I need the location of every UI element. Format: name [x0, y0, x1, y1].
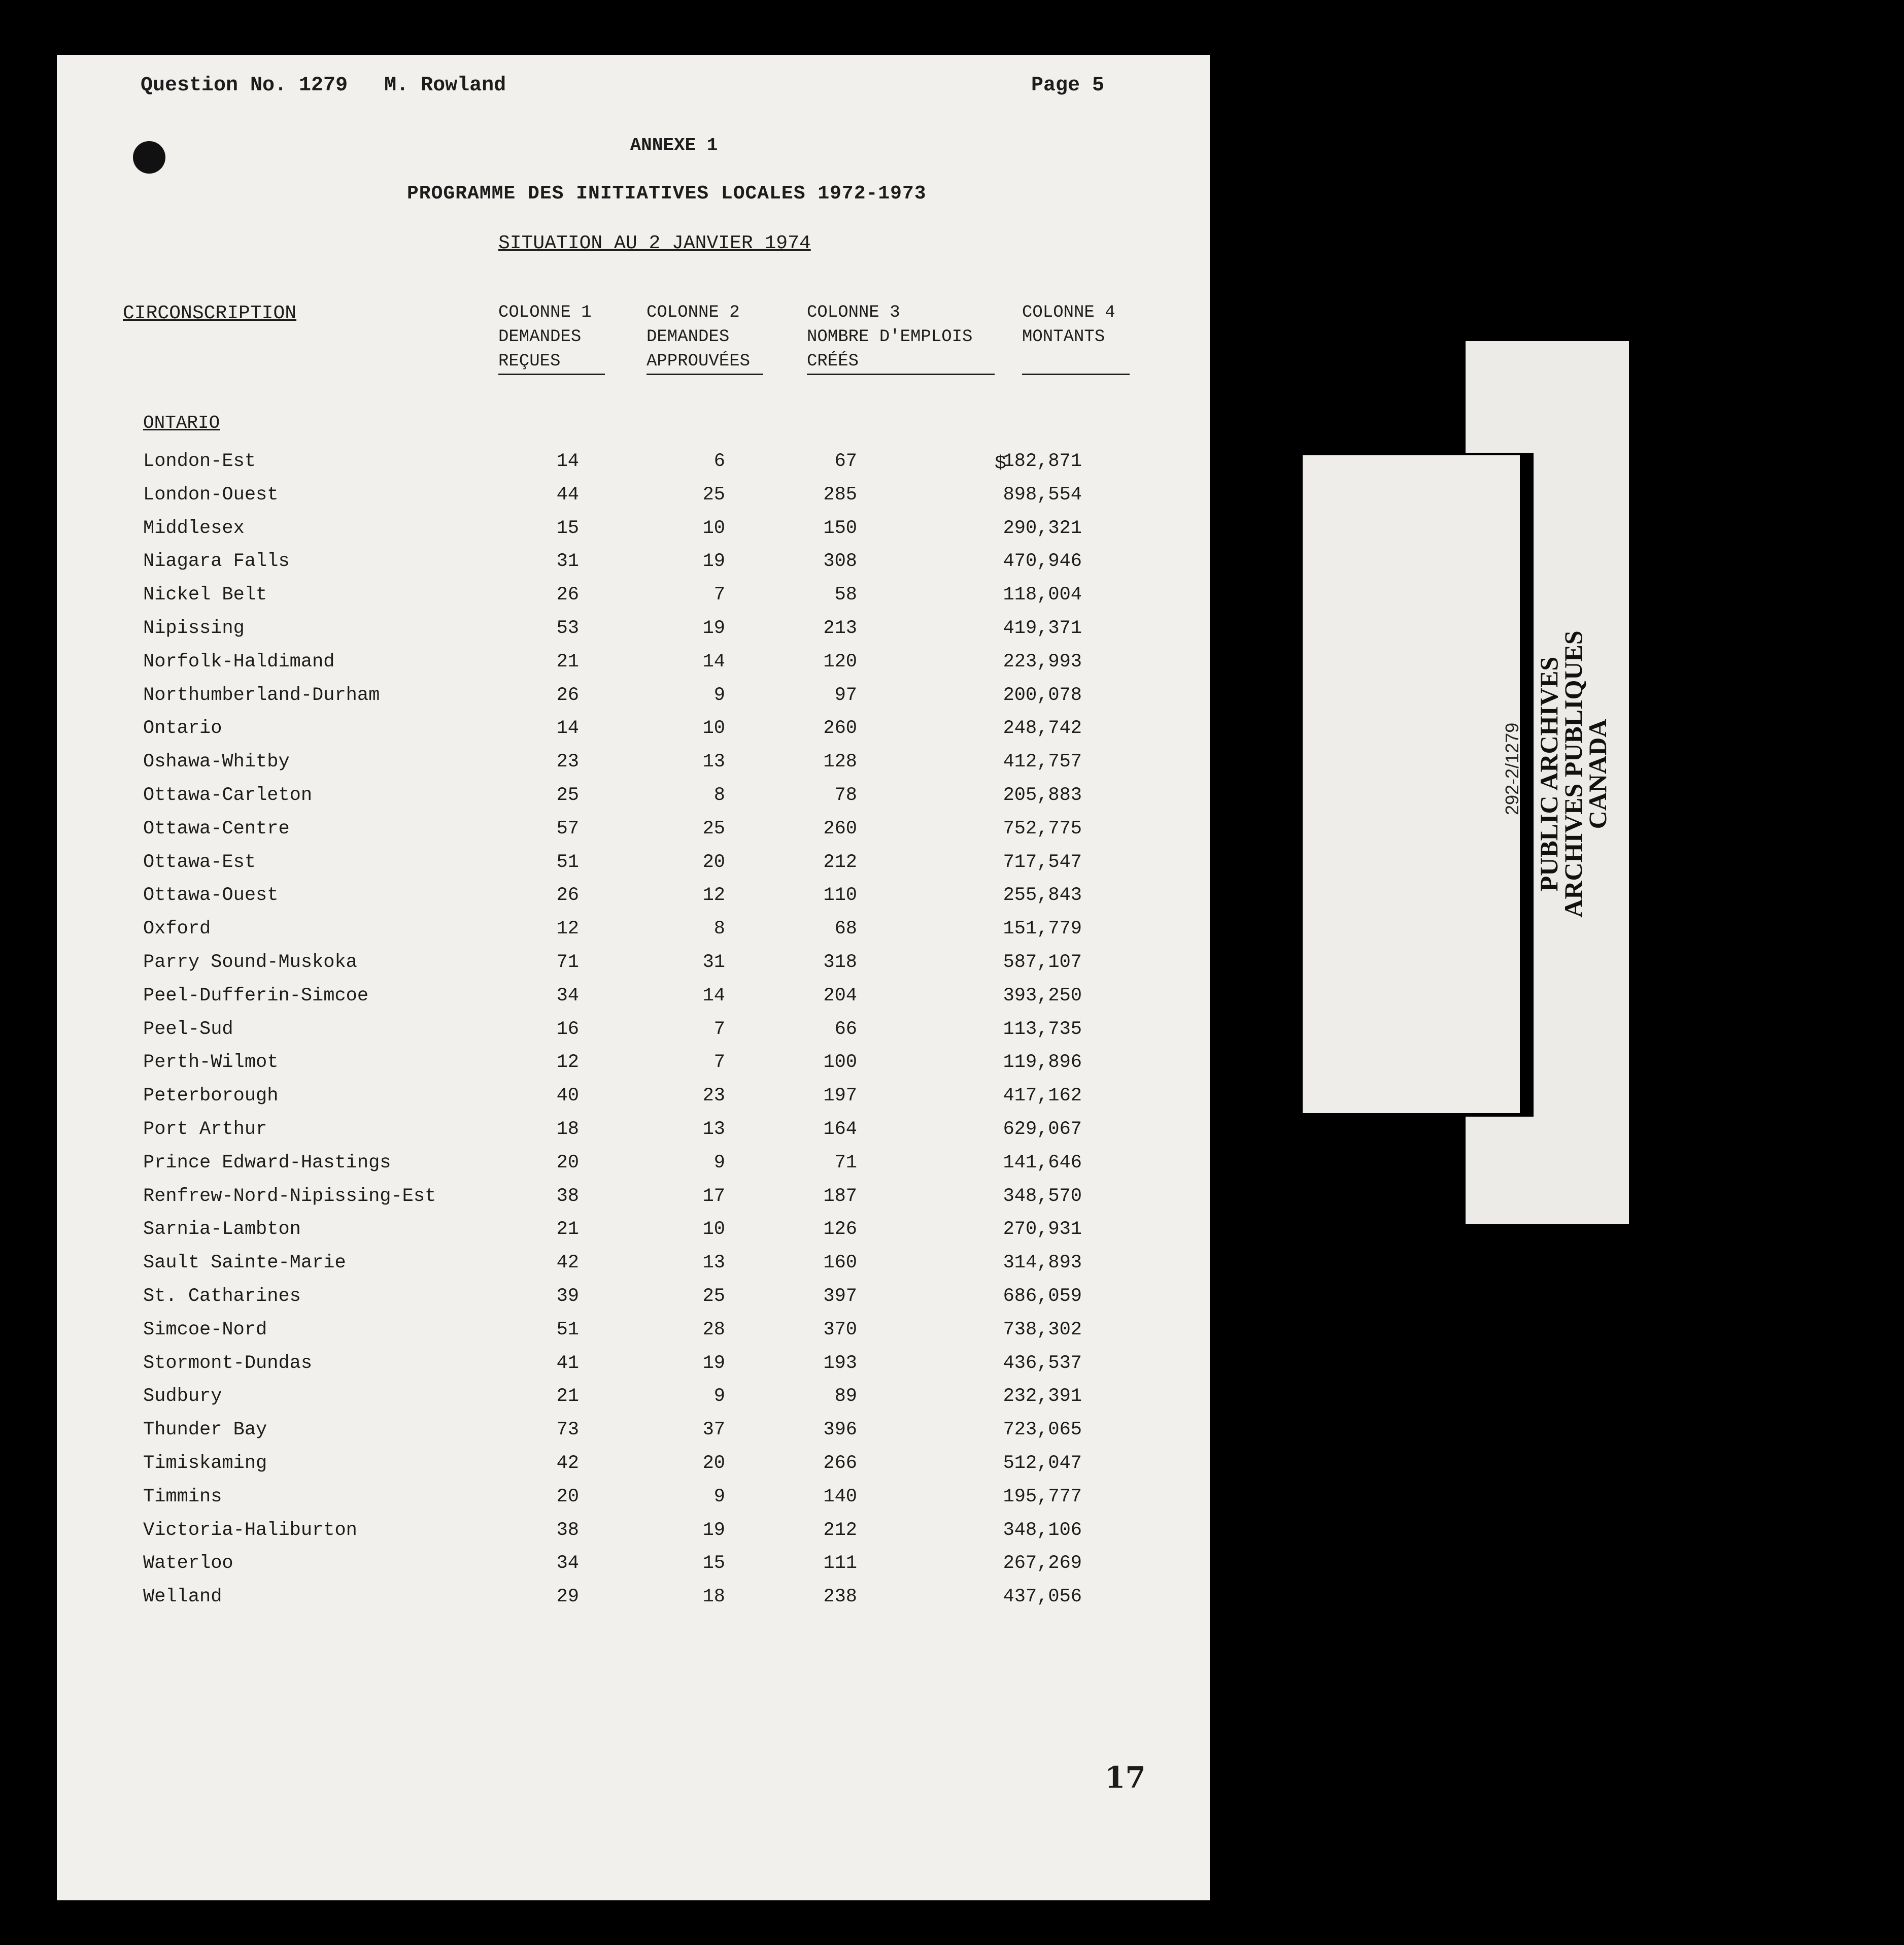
- column-header-4-line: MONTANTS: [1022, 327, 1105, 347]
- province-heading: ONTARIO: [143, 413, 220, 433]
- requests-approved: 25: [702, 1285, 725, 1307]
- amount: 686,059: [1003, 1285, 1082, 1307]
- amount: 270,931: [1003, 1219, 1082, 1240]
- jobs-created: 140: [823, 1486, 857, 1507]
- question-header: [141, 74, 506, 97]
- table-row: [57, 952, 1210, 985]
- table-row: [57, 685, 1210, 718]
- jobs-created: 193: [823, 1352, 857, 1374]
- riding-name: Oshawa-Whitby: [143, 751, 290, 773]
- jobs-created: 120: [823, 651, 857, 673]
- amount: 587,107: [1003, 951, 1082, 973]
- amount: 151,779: [1003, 918, 1082, 940]
- column-header-1: [498, 300, 605, 375]
- amount: 267,269: [1003, 1553, 1082, 1574]
- requests-approved: 19: [702, 551, 725, 573]
- table-row: [57, 1119, 1210, 1152]
- table-row: [57, 1186, 1210, 1219]
- riding-name: Ottawa-Est: [143, 851, 256, 873]
- jobs-created: 187: [823, 1185, 857, 1207]
- riding-name: Port Arthur: [143, 1118, 267, 1140]
- requests-received: 38: [556, 1185, 579, 1207]
- requests-received: 71: [556, 951, 579, 973]
- requests-approved: 25: [702, 484, 725, 506]
- column-header-3-line: CRÉÉS: [807, 349, 995, 375]
- jobs-created: 213: [823, 617, 857, 639]
- table-row: [57, 1386, 1210, 1419]
- table-row: [57, 818, 1210, 852]
- amount: 248,742: [1003, 718, 1082, 740]
- archive-card-front: [1300, 453, 1534, 1117]
- requests-received: 51: [556, 851, 579, 873]
- riding-name: Renfrew-Nord-Nipissing-Est: [143, 1185, 436, 1207]
- requests-received: 20: [556, 1486, 579, 1507]
- jobs-created: 58: [834, 584, 857, 606]
- requests-received: 14: [556, 451, 579, 472]
- table-row: [57, 518, 1210, 551]
- column-header-2-line: APPROUVÉES: [647, 349, 763, 375]
- requests-approved: 9: [713, 1152, 725, 1173]
- table-row: [57, 1286, 1210, 1319]
- requests-received: 25: [556, 784, 579, 806]
- requests-approved: 37: [702, 1419, 725, 1441]
- jobs-created: 197: [823, 1085, 857, 1107]
- riding-name: Simcoe-Nord: [143, 1319, 267, 1340]
- requests-approved: 12: [702, 885, 725, 907]
- jobs-created: 308: [823, 551, 857, 573]
- program-title: PROGRAMME DES INITIATIVES LOCALES 1972-1973: [407, 183, 927, 205]
- table-row: [57, 751, 1210, 785]
- column-header-3-line: NOMBRE D'EMPLOIS: [807, 327, 973, 347]
- jobs-created: 204: [823, 985, 857, 1007]
- document-page: [57, 55, 1210, 1900]
- amount: 255,843: [1003, 885, 1082, 907]
- amount: 723,065: [1003, 1419, 1082, 1441]
- riding-name: Prince Edward-Hastings: [143, 1152, 391, 1173]
- riding-name: Ottawa-Ouest: [143, 885, 279, 907]
- column-header-2-line: DEMANDES: [647, 327, 730, 347]
- requests-approved: 19: [702, 1519, 725, 1541]
- jobs-created: 318: [823, 951, 857, 973]
- table-row: [57, 1553, 1210, 1586]
- amount: 629,067: [1003, 1118, 1082, 1140]
- riding-name: Ottawa-Centre: [143, 818, 290, 840]
- table-row: [57, 1319, 1210, 1353]
- requests-approved: 19: [702, 1352, 725, 1374]
- amount: 512,047: [1003, 1452, 1082, 1474]
- requests-received: 51: [556, 1319, 579, 1340]
- riding-name: Ottawa-Carleton: [143, 784, 313, 806]
- archives-line: ARCHIVES PUBLIQUES: [1559, 630, 1587, 918]
- requests-received: 44: [556, 484, 579, 506]
- table-row: [57, 785, 1210, 818]
- requests-received: 42: [556, 1452, 579, 1474]
- amount: 738,302: [1003, 1319, 1082, 1340]
- riding-name: Victoria-Haliburton: [143, 1519, 357, 1541]
- riding-name: Niagara Falls: [143, 551, 290, 573]
- requests-approved: 13: [702, 1118, 725, 1140]
- amount: 436,537: [1003, 1352, 1082, 1374]
- requests-approved: 9: [713, 684, 725, 706]
- requests-approved: 28: [702, 1319, 725, 1340]
- data-table: [57, 451, 1210, 1620]
- table-row: [57, 918, 1210, 952]
- requests-received: 23: [556, 751, 579, 773]
- jobs-created: 285: [823, 484, 857, 506]
- requests-received: 16: [556, 1018, 579, 1040]
- table-row: [57, 1152, 1210, 1186]
- table-row: [57, 1219, 1210, 1252]
- amount: 232,391: [1003, 1386, 1082, 1407]
- table-row: [57, 885, 1210, 918]
- riding-name: Peel-Sud: [143, 1018, 233, 1040]
- table-row: [57, 618, 1210, 651]
- requests-received: 20: [556, 1152, 579, 1173]
- jobs-created: 212: [823, 1519, 857, 1541]
- riding-name: Sudbury: [143, 1386, 222, 1407]
- jobs-created: 238: [823, 1586, 857, 1608]
- table-row: [57, 1252, 1210, 1286]
- amount: 419,371: [1003, 617, 1082, 639]
- requests-approved: 8: [713, 784, 725, 806]
- jobs-created: 89: [834, 1386, 857, 1407]
- amount: 118,004: [1003, 584, 1082, 606]
- requests-approved: 25: [702, 818, 725, 840]
- jobs-created: 260: [823, 818, 857, 840]
- riding-name: Oxford: [143, 918, 211, 940]
- table-row: [57, 1052, 1210, 1085]
- archive-card-panel: [1303, 455, 1520, 1113]
- requests-received: 18: [556, 1118, 579, 1140]
- column-header-3: [807, 300, 995, 375]
- requests-approved: 17: [702, 1185, 725, 1207]
- amount: 348,570: [1003, 1185, 1082, 1207]
- page-label: Page 5: [1031, 74, 1105, 97]
- table-row: [57, 484, 1210, 518]
- riding-name: Northumberland-Durham: [143, 684, 380, 706]
- jobs-created: 100: [823, 1052, 857, 1074]
- reference-number: 292-2/1279: [1502, 722, 1522, 815]
- jobs-created: 78: [834, 784, 857, 806]
- amount: 437,056: [1003, 1586, 1082, 1608]
- riding-name: Parry Sound-Muskoka: [143, 951, 357, 973]
- requests-received: 21: [556, 1219, 579, 1240]
- table-row: [57, 985, 1210, 1019]
- currency-symbol: $: [995, 453, 1006, 475]
- requests-received: 38: [556, 1519, 579, 1541]
- requests-received: 15: [556, 517, 579, 539]
- requests-received: 39: [556, 1285, 579, 1307]
- requests-approved: 31: [702, 951, 725, 973]
- jobs-created: 260: [823, 718, 857, 740]
- requests-received: 29: [556, 1586, 579, 1608]
- table-row: [57, 1085, 1210, 1119]
- table-row: [57, 1419, 1210, 1453]
- page-number: 17: [1105, 1760, 1146, 1795]
- requests-received: 26: [556, 684, 579, 706]
- riding-name: Ontario: [143, 718, 222, 740]
- table-row: [57, 1520, 1210, 1553]
- jobs-created: 126: [823, 1219, 857, 1240]
- amount: 223,993: [1003, 651, 1082, 673]
- requests-approved: 15: [702, 1553, 725, 1574]
- riding-name: Peel-Dufferin-Simcoe: [143, 985, 369, 1007]
- jobs-created: 68: [834, 918, 857, 940]
- requests-received: 26: [556, 885, 579, 907]
- jobs-created: 128: [823, 751, 857, 773]
- annexe-title: ANNEXE 1: [630, 135, 718, 156]
- requests-approved: 10: [702, 1219, 725, 1240]
- column-header-2-line: COLONNE 2: [647, 303, 740, 322]
- amount: 200,078: [1003, 684, 1082, 706]
- requests-approved: 20: [702, 1452, 725, 1474]
- amount: 412,757: [1003, 751, 1082, 773]
- amount: 141,646: [1003, 1152, 1082, 1173]
- jobs-created: 370: [823, 1319, 857, 1340]
- column-header-1-line: DEMANDES: [498, 327, 582, 347]
- riding-name: Nickel Belt: [143, 584, 267, 606]
- jobs-created: 212: [823, 851, 857, 873]
- requests-approved: 13: [702, 1252, 725, 1274]
- amount: 182,871: [1003, 451, 1082, 472]
- table-row: [57, 651, 1210, 685]
- jobs-created: 97: [834, 684, 857, 706]
- amount: 752,775: [1003, 818, 1082, 840]
- amount: 717,547: [1003, 851, 1082, 873]
- amount: 898,554: [1003, 484, 1082, 506]
- requests-approved: 18: [702, 1586, 725, 1608]
- jobs-created: 110: [823, 885, 857, 907]
- archives-stamp: [1533, 617, 1614, 931]
- requests-approved: 7: [713, 584, 725, 606]
- amount: 113,735: [1003, 1018, 1082, 1040]
- requests-received: 12: [556, 1052, 579, 1074]
- question-number: Question No. 1279: [141, 74, 348, 97]
- jobs-created: 71: [834, 1152, 857, 1173]
- requests-received: 12: [556, 918, 579, 940]
- requests-approved: 7: [713, 1018, 725, 1040]
- jobs-created: 396: [823, 1419, 857, 1441]
- requests-approved: 13: [702, 751, 725, 773]
- requests-approved: 7: [713, 1052, 725, 1074]
- table-row: [57, 1486, 1210, 1520]
- column-header-4-rule: [1022, 349, 1130, 375]
- column-header-1-line: REÇUES: [498, 349, 605, 375]
- table-row: [57, 1586, 1210, 1620]
- jobs-created: 111: [823, 1553, 857, 1574]
- riding-name: Stormont-Dundas: [143, 1352, 313, 1374]
- amount: 195,777: [1003, 1486, 1082, 1507]
- archives-line: PUBLIC ARCHIVES: [1535, 656, 1563, 892]
- requests-received: 53: [556, 617, 579, 639]
- requests-received: 42: [556, 1252, 579, 1274]
- requests-received: 41: [556, 1352, 579, 1374]
- situation-date: SITUATION AU 2 JANVIER 1974: [498, 232, 811, 254]
- riding-name: St. Catharines: [143, 1285, 301, 1307]
- amount: 119,896: [1003, 1052, 1082, 1074]
- requests-received: 31: [556, 551, 579, 573]
- table-row: [57, 1019, 1210, 1052]
- requests-received: 34: [556, 985, 579, 1007]
- riding-name: Perth-Wilmot: [143, 1052, 279, 1074]
- riding-name: Sarnia-Lambton: [143, 1219, 301, 1240]
- amount: 348,106: [1003, 1519, 1082, 1541]
- table-row: [57, 451, 1210, 484]
- riding-name: Timiskaming: [143, 1452, 267, 1474]
- requests-approved: 14: [702, 985, 725, 1007]
- amount: 393,250: [1003, 985, 1082, 1007]
- amount: 470,946: [1003, 551, 1082, 573]
- requests-received: 73: [556, 1419, 579, 1441]
- amount: 314,893: [1003, 1252, 1082, 1274]
- column-header-circonscription: CIRCONSCRIPTION: [123, 303, 297, 324]
- riding-name: Peterborough: [143, 1085, 279, 1107]
- requests-received: 14: [556, 718, 579, 740]
- riding-name: London-Ouest: [143, 484, 279, 506]
- requests-received: 21: [556, 1386, 579, 1407]
- riding-name: London-Est: [143, 451, 256, 472]
- requests-approved: 8: [713, 918, 725, 940]
- requests-received: 26: [556, 584, 579, 606]
- table-row: [57, 551, 1210, 584]
- requests-received: 40: [556, 1085, 579, 1107]
- question-author: M. Rowland: [384, 74, 506, 97]
- jobs-created: 266: [823, 1452, 857, 1474]
- table-row: [57, 584, 1210, 618]
- amount: 290,321: [1003, 517, 1082, 539]
- archives-line: CANADA: [1583, 719, 1612, 829]
- requests-approved: 23: [702, 1085, 725, 1107]
- table-row: [57, 718, 1210, 751]
- requests-approved: 20: [702, 851, 725, 873]
- riding-name: Sault Sainte-Marie: [143, 1252, 346, 1274]
- jobs-created: 66: [834, 1018, 857, 1040]
- jobs-created: 67: [834, 451, 857, 472]
- amount: 205,883: [1003, 784, 1082, 806]
- column-header-4: [1022, 300, 1130, 375]
- riding-name: Thunder Bay: [143, 1419, 267, 1441]
- table-row: [57, 1353, 1210, 1386]
- table-row: [57, 852, 1210, 885]
- riding-name: Timmins: [143, 1486, 222, 1507]
- requests-approved: 9: [713, 1386, 725, 1407]
- requests-approved: 6: [713, 451, 725, 472]
- requests-approved: 9: [713, 1486, 725, 1507]
- requests-approved: 10: [702, 517, 725, 539]
- column-header-4-line: COLONNE 4: [1022, 303, 1115, 322]
- riding-name: Welland: [143, 1586, 222, 1608]
- requests-approved: 14: [702, 651, 725, 673]
- column-header-3-line: COLONNE 3: [807, 303, 900, 322]
- column-header-2: [647, 300, 763, 375]
- riding-name: Norfolk-Haldimand: [143, 651, 335, 673]
- requests-received: 21: [556, 651, 579, 673]
- riding-name: Nipissing: [143, 617, 245, 639]
- requests-approved: 10: [702, 718, 725, 740]
- riding-name: Waterloo: [143, 1553, 233, 1574]
- amount: 417,162: [1003, 1085, 1082, 1107]
- requests-approved: 19: [702, 617, 725, 639]
- jobs-created: 397: [823, 1285, 857, 1307]
- requests-received: 34: [556, 1553, 579, 1574]
- table-row: [57, 1453, 1210, 1486]
- jobs-created: 164: [823, 1118, 857, 1140]
- jobs-created: 160: [823, 1252, 857, 1274]
- riding-name: Middlesex: [143, 517, 245, 539]
- requests-received: 57: [556, 818, 579, 840]
- column-header-1-line: COLONNE 1: [498, 303, 592, 322]
- jobs-created: 150: [823, 517, 857, 539]
